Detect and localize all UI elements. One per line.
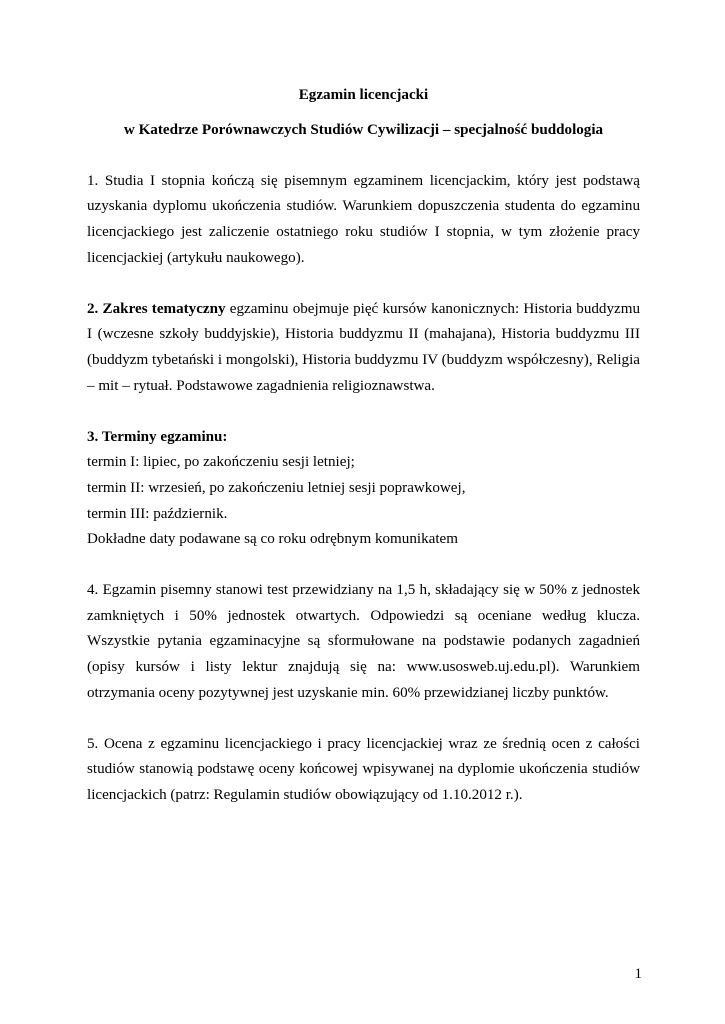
document-body xyxy=(87,83,640,809)
section-3-note: Dokładne daty podawane są co roku odrębnym komunikatem xyxy=(87,531,458,548)
section-3 xyxy=(87,425,640,553)
spacer xyxy=(87,399,640,425)
section-2-heading: 2. Zakres tematyczny xyxy=(87,300,226,317)
section-2-text: egzaminu obejmuje pięć kursów kanonicznych: Historia buddyzmu I (wczesne szkoły buddyjskie), Historia buddyzmu II (mahajana), Historia buddyzmu III (buddyzm tybetański i mongolski), Historia buddyzmu IV (buddyzm współczesny), Religia – mit – rytuał. Podstawowe zagadnienia religioznawstwa. xyxy=(87,300,640,394)
section-3-heading: 3. Terminy egzaminu: xyxy=(87,428,228,445)
page-number: 1 xyxy=(634,966,642,982)
spacer xyxy=(87,271,640,297)
spacer xyxy=(87,143,640,169)
section-1-paragraph: 1. Studia I stopnia kończą się pisemnym egzaminem licencjackim, który jest podstawą uzyskania dyplomu ukończenia studiów. Warunkiem dopuszczenia studenta do egzaminu licencjackiego jest zaliczenie ostatniego roku studiów I stopnia, w tym złożenie pracy licencjackiej (artykułu naukowego). xyxy=(87,172,640,266)
document-subtitle: w Katedrze Porównawczych Studiów Cywilizacji – specjalność buddologia xyxy=(123,121,604,138)
document-title: Egzamin licencjacki xyxy=(298,87,429,103)
section-5-paragraph: 5. Ocena z egzaminu licencjackiego i pracy licencjackiej wraz ze średnią ocen z całości studiów stanowią podstawę oceny końcowej wpisywanej na dyplomie ukończenia studiów licencjackich (patrz: Regulamin studiów obowiązujący od 1.10.2012 r.). xyxy=(87,735,640,804)
section-4-paragraph: 4. Egzamin pisemny stanowi test przewidziany na 1,5 h, składający się w 50% z jednostek zamkniętych i 50% jednostek otwartych. Odpowiedzi są oceniane według klucza. Wszystkie pytania egzaminacyjne są sformułowane na podstawie podanych zagadnień (opisy kursów i listy lektur znajdują się na: www.usosweb.uj.edu.pl). Warunkiem otrzymania oceny pozytywnej jest uzyskanie min. 60% przewidzianej liczby punktów. xyxy=(87,582,640,701)
section-2-paragraph xyxy=(87,297,640,399)
section-3-term-3: termin III: październik. xyxy=(87,505,228,522)
spacer xyxy=(87,706,640,732)
spacer xyxy=(87,553,640,579)
section-3-term-2: termin II: wrzesień, po zakończeniu letniej sesji poprawkowej, xyxy=(87,479,466,496)
section-3-term-1: termin I: lipiec, po zakończeniu sesji letniej; xyxy=(87,454,355,471)
